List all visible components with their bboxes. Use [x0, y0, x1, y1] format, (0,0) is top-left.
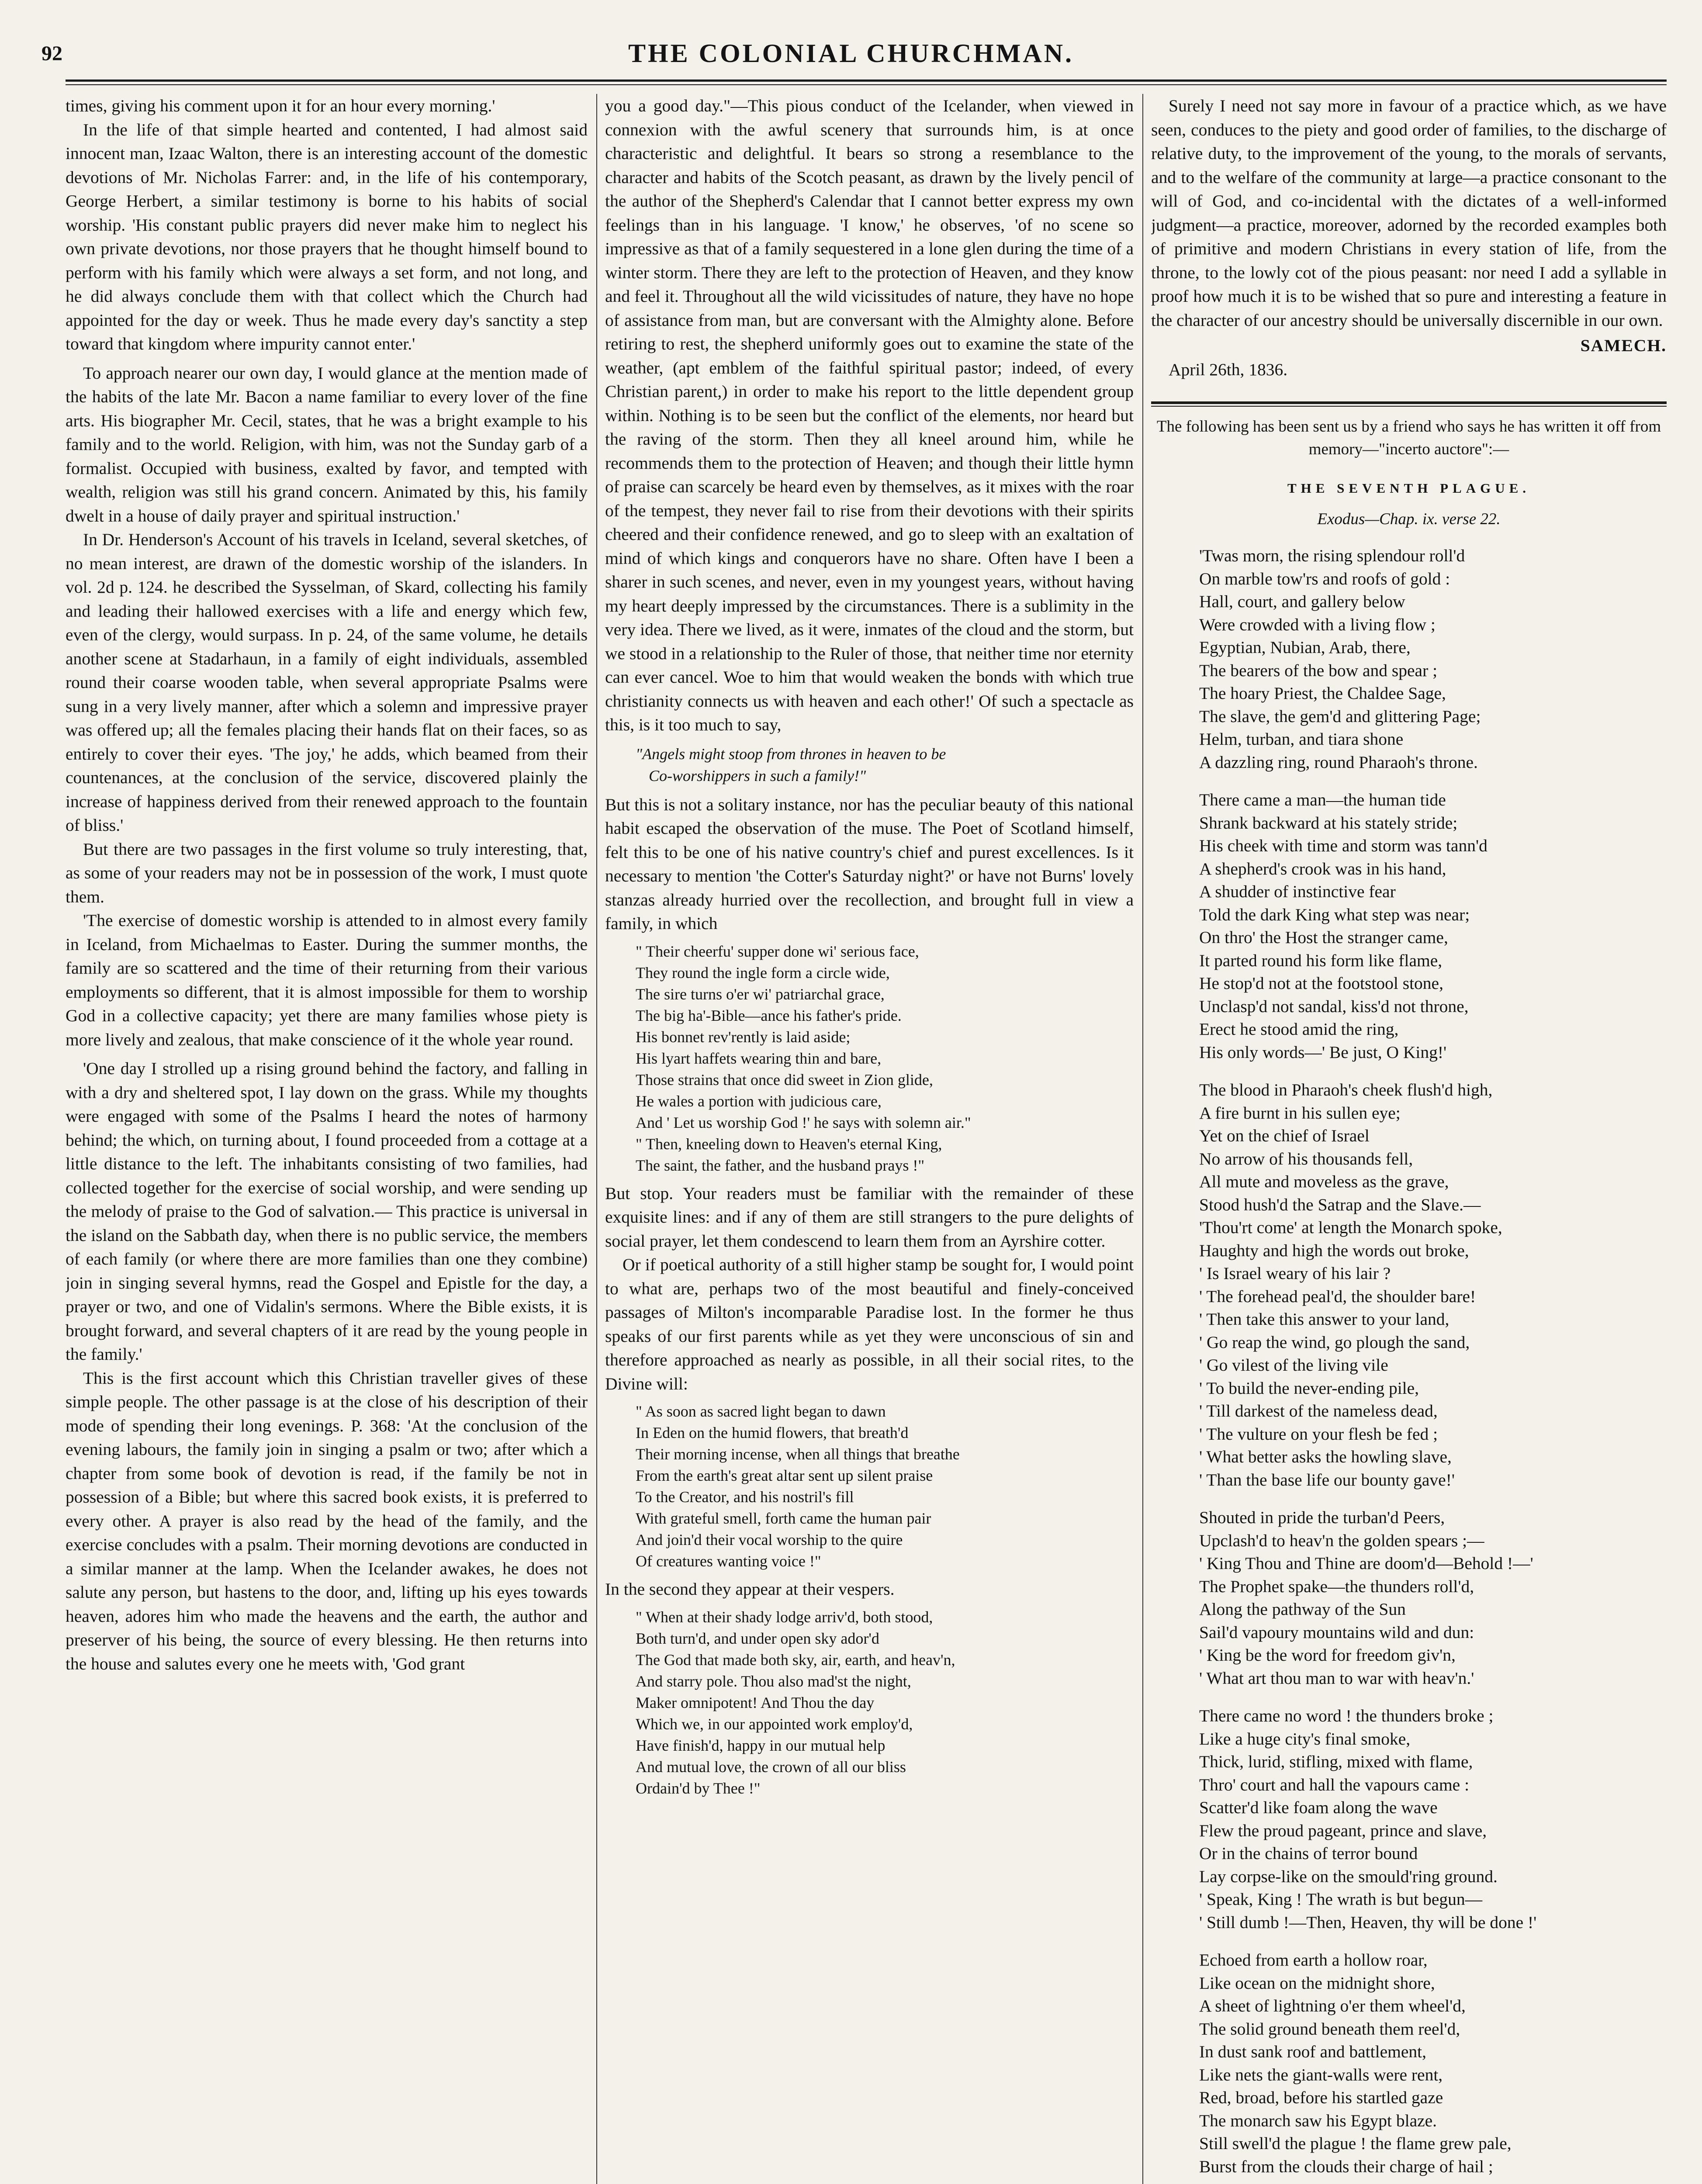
paragraph: This is the first account which this Christian traveller gives of these simple people. The other passage is at the close of his description of their mode of spending their long evenings. P. 368: 'At the conclusion of the evening labours, the family join in singing a psalm or two; after which a chapter from some book of devotion is read, if the family be not in possession of a Bible; but where this sacred book exists, it is preferred to every other. A prayer is also read by the head of the family, and the exercise concludes with a psalm. Their morning devotions are conducted in a similar manner at the lamp. When the Icelander awakes, he does not salute any person, but hastens to the door, and, lifting up his eyes towards heaven, adores him who made the heavens and the earth, the author and preserver of his being, the source of every blessing. He then returns into the house and salutes every one he meets with, 'God grant: [66, 1368, 588, 1673]
poem-line: ' Go reap the wind, go plough the sand,: [1199, 1332, 1470, 1352]
poem-line: A sheet of lightning o'er them wheel'd,: [1199, 1996, 1466, 2015]
paragraph: But there are two passages in the first volume so truly interesting, that, as some of your readers may not be in possession of the work, I must quote them.: [66, 839, 588, 906]
column-1: [66, 94, 588, 2184]
column-divider: [1142, 94, 1143, 2184]
poem-line: Echoed from earth a hollow roar,: [1199, 1950, 1428, 1970]
poem-line: Shouted in pride the turban'd Peers,: [1199, 1508, 1445, 1527]
paragraph: times, giving his comment upon it for an hour every morning.': [66, 96, 495, 115]
poem-line: Stood hush'd the Satrap and the Slave.—: [1199, 1195, 1481, 1214]
poem-line: 'Thou'rt come' at length the Monarch spoke,: [1199, 1218, 1502, 1237]
poem-line: There came no word ! the thunders broke ;: [1199, 1706, 1494, 1725]
poem-line: The slave, the gem'd and glittering Page;: [1199, 706, 1481, 726]
header-rule: [66, 79, 1667, 82]
poem-line: A fire burnt in his sullen eye;: [1199, 1103, 1401, 1123]
paragraph: you a good day."—This pious conduct of the Icelander, when viewed in connexion with the awful scenery that surrounds him, is at once characteristic and delightful. It bears so strong a resemblance to the character and habits of the Scotch peasant, as drawn by the lively pencil of the author of the Shepherd's Calendar that I cannot better express my own feelings than in his language. 'I know,' he observes, 'of no scene so impressive as that of a family sequestered in a lone glen during the time of a winter storm. There they are left to the protection of Heaven, and they know and feel it. Throughout all the wild vicissitudes of nature, they have no hope of assistance from man, but are conversant with the Almighty alone. Before retiring to rest, the shepherd uniformly goes out to examine the state of the weather, (apt emblem of the faithful spiritual pastor; indeed, of every Christian parent,) in order to make his report to the little dependent group within. Nothing is to be seen but the conflict of the elements, nor heard but the raving of the storm. Then they all kneel around him, while he recommends them to the protection of Heaven; and though their little hymn of praise can scarcely be heard even by themselves, as it mixes with the roar of the tempest, they never fail to rise from their devotions with their spirits cheered and their confidence renewed, and go to sleep with an exaltation of mind of which kings and conquerors have no share. Often have I been a sharer in such scenes, and never, even in my youngest years, without having my heart deeply impressed by the circumstances. There is a sublimity in the very idea. There we lived, as it were, inmates of the cloud and the storm, but we stood in a relationship to the Ruler of those, that neither time nor eternity can ever cancel. Woe to him that would weaken the bonds with which true christianity connects us with heaven and each other!' Of such a spectacle as this, is it too much to say,: [605, 96, 1134, 734]
poem-line: On marble tow'rs and roofs of gold :: [1199, 569, 1450, 588]
poem-line: ' Till darkest of the nameless dead,: [1199, 1401, 1438, 1420]
verse-line: His lyart haffets wearing thin and bare,: [636, 1049, 882, 1067]
verse-line: From the earth's great altar sent up silent praise: [636, 1467, 933, 1484]
poem-line: Still swell'd the plague ! the flame grew pale,: [1199, 2134, 1512, 2153]
verse-line: And starry pole. Thou also mad'st the night,: [636, 1672, 911, 1690]
stanza: [1199, 1949, 1667, 2178]
poem-line: Yet on the chief of Israel: [1199, 1126, 1370, 1145]
paragraph: But this is not a solitary instance, nor has the peculiar beauty of this national habit escaped the observation of the muse. The Poet of Scotland himself, felt this to be one of his native country's chief and purest excellences. Is it necessary to mention 'the Cotter's Saturday night?' or have not Burns' lovely stanzas already hurried over the recollection, and brought full in view a family, in which: [605, 795, 1134, 933]
paragraph: Surely I need not say more in favour of a practice which, as we have seen, conduces to the piety and good order of families, to the discharge of relative duty, to the improvement of the young, to the morals of servants, and to the welfare of the community at large—a practice consonant to the will of God, and co-incidental with the dictates of a well-informed judgment—a practice, moreover, adorned by the recorded examples both of primitive and modern Christians in every station of life, from the throne, to the lowly cot of the pious peasant: nor need I add a syllable in proof how much it is to be wished that so pure and interesting a feature in the character of our ancestry should be universally discernible in our own.: [1151, 96, 1667, 330]
section-rule: [1151, 401, 1667, 404]
verse-line: " As soon as sacred light began to dawn: [636, 1403, 886, 1420]
paragraph: In the life of that simple hearted and contented, I had almost said innocent man, Izaac Walton, there is an interesting account of the domestic devotions of Mr. Nicholas Farrer: and, in the life of his contemporary, George Herbert, a similar testimony is borne to his habits of social worship. 'His constant public prayers did never make him to neglect his own private devotions, nor those prayers that he thought himself bound to perform with his family which were always a set form, and not long, and he did always conclude them with that collect which the Church had appointed for the day or week. Thus he made every day's sanctity a step toward that kingdom where impurity cannot enter.': [66, 120, 588, 353]
paragraph: Or if poetical authority of a still higher stamp be sought for, I would point to what are, perhaps two of the most beautiful and finely-conceived passages of Milton's incomparable Paradise lost. In the former he thus speaks of our first parents while as yet they were unconscious of sin and therefore approached as nearly as possible, in all their social rites, to the Divine will:: [605, 1255, 1134, 1393]
verse-quotation: [636, 1401, 1134, 1572]
letter-signoff: [1151, 334, 1667, 358]
poem-line: Like a huge city's final smoke,: [1199, 1729, 1411, 1749]
section-rule-thin: [1151, 406, 1667, 407]
column-3: [1151, 94, 1667, 2184]
verse-line: His bonnet rev'rently is laid aside;: [636, 1028, 851, 1046]
verse-line: " Their cheerfu' supper done wi' serious face,: [636, 942, 919, 960]
verse-line: Of creatures wanting voice !": [636, 1552, 821, 1570]
verse-line: " Then, kneeling down to Heaven's eternal King,: [636, 1135, 942, 1153]
poem-line: ' To build the never-ending pile,: [1199, 1378, 1419, 1398]
poem-line: ' Than the base life our bounty gave!': [1199, 1470, 1455, 1489]
quote-line: "Angels might stoop from thrones in heaven to be: [636, 745, 946, 763]
poem-line: On thro' the Host the stranger came,: [1199, 928, 1448, 947]
quotation: [636, 743, 1134, 787]
poem-line: Thick, lurid, stifling, mixed with flame,: [1199, 1752, 1473, 1771]
poem-line: A dazzling ring, round Pharaoh's throne.: [1199, 752, 1478, 772]
poem-line: The Prophet spake—the thunders roll'd,: [1199, 1576, 1474, 1596]
verse-line: Their morning incense, when all things that breathe: [636, 1445, 960, 1463]
paragraph: In Dr. Henderson's Account of his travels in Iceland, several sketches, of no mean interest, are drawn of the domestic worship of the islanders. In vol. 2d p. 124. he described the Sysselman, of Skard, collecting his family and leading their hallowed exercises with a life and energy which few, even of the clergy, would surpass. In p. 24, of the same volume, he details another scene at Stadarhaun, in a family of eight individuals, assembled round their coarse wooden table, when several appropriate Psalms were sung in a very lively manner, after which a solemn and impressive prayer was offered up; all the females placing their hands flat on their faces, so as entirely to cover their eyes. 'The joy,' he adds, which beamed from their countenances, at the conclusion of the service, discovered plainly the increase of happiness derived from their renewed approach to the fountain of bliss.': [66, 530, 588, 835]
poem-line: Burst from the clouds their charge of hail ;: [1199, 2156, 1493, 2176]
verse-line: Maker omnipotent! And Thou the day: [636, 1693, 875, 1711]
page-title: THE COLONIAL CHURCHMAN.: [628, 39, 1074, 68]
verse-quotation: [636, 941, 1134, 1176]
poem-introduction: The following has been sent us by a friend who says he has written it off from memory—"incerto auctore":—: [1156, 418, 1661, 458]
poem-line: Were crowded with a living flow ;: [1199, 615, 1436, 634]
poem-line: The monarch saw his Egypt blaze.: [1199, 2111, 1437, 2130]
poem-line: Sail'd vapoury mountains wild and dun:: [1199, 1622, 1474, 1642]
paragraph: To approach nearer our own day, I would glance at the mention made of the habits of the late Mr. Bacon a name familiar to every lover of the fine arts. His biographer Mr. Cecil, states, that he was a bright example to his family and to the world. Religion, with him, was not the Sunday garb of a formalist. Occupied with business, exalted by favor, and tempted with wealth, religion was still his grand concern. Animated by this, his family dwelt in a house of daily prayer and spiritual instruction.': [66, 363, 588, 525]
header-rule-thin: [66, 84, 1667, 85]
poem-line: Like nets the giant-walls were rent,: [1199, 2065, 1443, 2084]
page-number: 92: [42, 42, 62, 65]
poem-line: ' King be the word for freedom giv'n,: [1199, 1645, 1456, 1665]
poem-line: There came a man—the human tide: [1199, 790, 1446, 809]
poem-line: Red, broad, before his startled gaze: [1199, 2088, 1443, 2107]
verse-line: Which we, in our appointed work employ'd,: [636, 1715, 913, 1733]
verse-line: Both turn'd, and under open sky ador'd: [636, 1629, 879, 1647]
poem-line: ' Is Israel weary of his lair ?: [1199, 1264, 1391, 1283]
poem-line: Hall, court, and gallery below: [1199, 592, 1405, 611]
stanza: [1199, 1506, 1667, 1690]
poem-line: A shepherd's crook was in his hand,: [1199, 859, 1446, 878]
stanza: [1199, 1704, 1667, 1934]
poem-line: A shudder of instinctive fear: [1199, 882, 1396, 901]
poem-line: The bearers of the bow and spear ;: [1199, 660, 1438, 680]
poem-line: Thro' court and hall the vapours came :: [1199, 1775, 1470, 1794]
poem-line: Flew the proud pageant, prince and slave,: [1199, 1821, 1487, 1840]
poem-line: ' King Thou and Thine are doom'd—Behold !—': [1199, 1554, 1533, 1573]
verse-line: And ' Let us worship God !' he says with solemn air.": [636, 1113, 971, 1131]
verse-line: Ordain'd by Thee !": [636, 1779, 761, 1797]
poem-subtitle: Exodus—Chap. ix. verse 22.: [1317, 510, 1501, 528]
poem-line: ' Speak, King ! The wrath is but begun—: [1199, 1890, 1483, 1909]
verse-line: The God that made both sky, air, earth, and heav'n,: [636, 1651, 955, 1669]
poem-line: Lay corpse-like on the smould'ring ground.: [1199, 1866, 1498, 1886]
poem-line: ' The vulture on your flesh be fed ;: [1199, 1424, 1438, 1444]
letter-date: April 26th, 1836.: [1169, 359, 1288, 379]
verse-line: And join'd their vocal worship to the quire: [636, 1531, 903, 1548]
paragraph: But stop. Your readers must be familiar with the remainder of these exquisite lines: and if any of them are still strangers to the pure delights of social prayer, let them condescend to learn them from an Ayrshire cotter.: [605, 1183, 1134, 1251]
poem-line: 'Twas morn, the rising splendour roll'd: [1199, 546, 1465, 565]
poem-line: His cheek with time and storm was tann'd: [1199, 836, 1488, 855]
poem-line: Shrank backward at his stately stride;: [1199, 813, 1458, 833]
verse-line: " When at their shady lodge arriv'd, both stood,: [636, 1608, 933, 1626]
paragraph: 'The exercise of domestic worship is attended to in almost every family in Iceland, from Michaelmas to Easter. During the summer months, the family are so scattered and the time of their returning from their various employments so different, that it is almost impossible for them to worship God in a collective capacity; yet there are many families whose piety is more lively and zealous, that make conscience of it the whole year round.: [66, 911, 588, 1049]
verse-line: They round the ingle form a circle wide,: [636, 964, 890, 981]
poem-line: All mute and moveless as the grave,: [1199, 1172, 1449, 1191]
poem-line: Like ocean on the midnight shore,: [1199, 1973, 1435, 1993]
poem-line: ' Then take this answer to your land,: [1199, 1310, 1449, 1329]
verse-line: The saint, the father, and the husband prays !": [636, 1156, 925, 1174]
verse-line: And mutual love, the crown of all our bliss: [636, 1758, 906, 1776]
poem-line: ' Still dumb !—Then, Heaven, thy will be done !': [1199, 1912, 1537, 1932]
verse-line: To the Creator, and his nostril's fill: [636, 1488, 854, 1506]
poem-line: Upclash'd to heav'n the golden spears ;—: [1199, 1531, 1484, 1550]
poem-line: ' Go vilest of the living vile: [1199, 1355, 1388, 1375]
stanza: [1199, 1078, 1667, 1491]
poem-line: He stop'd not at the footstool stone,: [1199, 974, 1443, 993]
poem-line: No arrow of his thousands fell,: [1199, 1149, 1413, 1168]
column-divider: [596, 94, 597, 2184]
poem-line: Or in the chains of terror bound: [1199, 1844, 1418, 1863]
poem-line: Erect he stood amid the ring,: [1199, 1019, 1399, 1039]
verse-line: The big ha'-Bible—ance his father's pride.: [636, 1006, 902, 1024]
poem-line: Haughty and high the words out broke,: [1199, 1241, 1469, 1260]
verse-line: The sire turns o'er wi' patriarchal grace,: [636, 985, 885, 1003]
signature: SAMECH.: [1580, 336, 1667, 355]
poem-title: THE SEVENTH PLAGUE.: [1287, 480, 1531, 496]
poem-line: Along the pathway of the Sun: [1199, 1600, 1406, 1619]
verse-line: With grateful smell, forth came the human pair: [636, 1510, 931, 1527]
poem-line: ' What better asks the howling slave,: [1199, 1447, 1452, 1466]
poem-line: The blood in Pharaoh's cheek flush'd high,: [1199, 1080, 1493, 1099]
verse-line: Have finish'd, happy in our mutual help: [636, 1736, 886, 1754]
paragraph: 'One day I strolled up a rising ground behind the factory, and falling in with a dry and sheltered spot, I lay down on the grass. While my thoughts were engaged with some of the Psalms I heard the notes of harmony behind; the which, on turning about, I found proceeded from a cottage at a little distance to the left. The inhabitants consisting of two families, had collected together for the exercise of social worship, and were sending up the melody of praise to the God of salvation.— This practice is universal in the island on the Sabbath day, when there is no public service, the members of each family (or where there are more families than one they combine) join in singing several hymns, read the Gospel and Epistle for the day, a prayer or two, and one of Vidalin's sermons. Where the Bible exists, it is brought forward, and several chapters of it are read by the young people in the family.': [66, 1059, 588, 1364]
poem-line: In dust sank roof and battlement,: [1199, 2042, 1426, 2061]
poem-line: His only words—' Be just, O King!': [1199, 1042, 1447, 1062]
poem-line: Unclasp'd not sandal, kiss'd not throne,: [1199, 996, 1469, 1016]
poem-line: Told the dark King what step was near;: [1199, 905, 1470, 924]
poem-line: It parted round his form like flame,: [1199, 950, 1443, 970]
verse-line: In Eden on the humid flowers, that breath'd: [636, 1424, 909, 1441]
poem-line: ' The forehead peal'd, the shoulder bare!: [1199, 1286, 1476, 1306]
poem-line: ' What art thou man to war with heav'n.': [1199, 1668, 1474, 1688]
verse-line: Those strains that once did sweet in Zion glide,: [636, 1071, 933, 1089]
paragraph: In the second they appear at their vespers.: [605, 1579, 895, 1599]
poem-line: The hoary Priest, the Chaldee Sage,: [1199, 684, 1446, 703]
poem-line: The solid ground beneath them reel'd,: [1199, 2019, 1460, 2039]
poem-line: Helm, turban, and tiara shone: [1199, 729, 1404, 749]
verse-line: He wales a portion with judicious care,: [636, 1092, 882, 1110]
stanza: [1199, 788, 1667, 1064]
poem-line: Scatter'd like foam along the wave: [1199, 1798, 1438, 1817]
column-2: [605, 94, 1134, 2184]
poem-line: Egyptian, Nubian, Arab, there,: [1199, 638, 1411, 657]
stanza: [1199, 544, 1667, 774]
poem: [1199, 544, 1667, 2178]
quote-line: Co-worshippers in such a family!": [649, 767, 866, 784]
verse-quotation: [636, 1607, 1134, 1799]
